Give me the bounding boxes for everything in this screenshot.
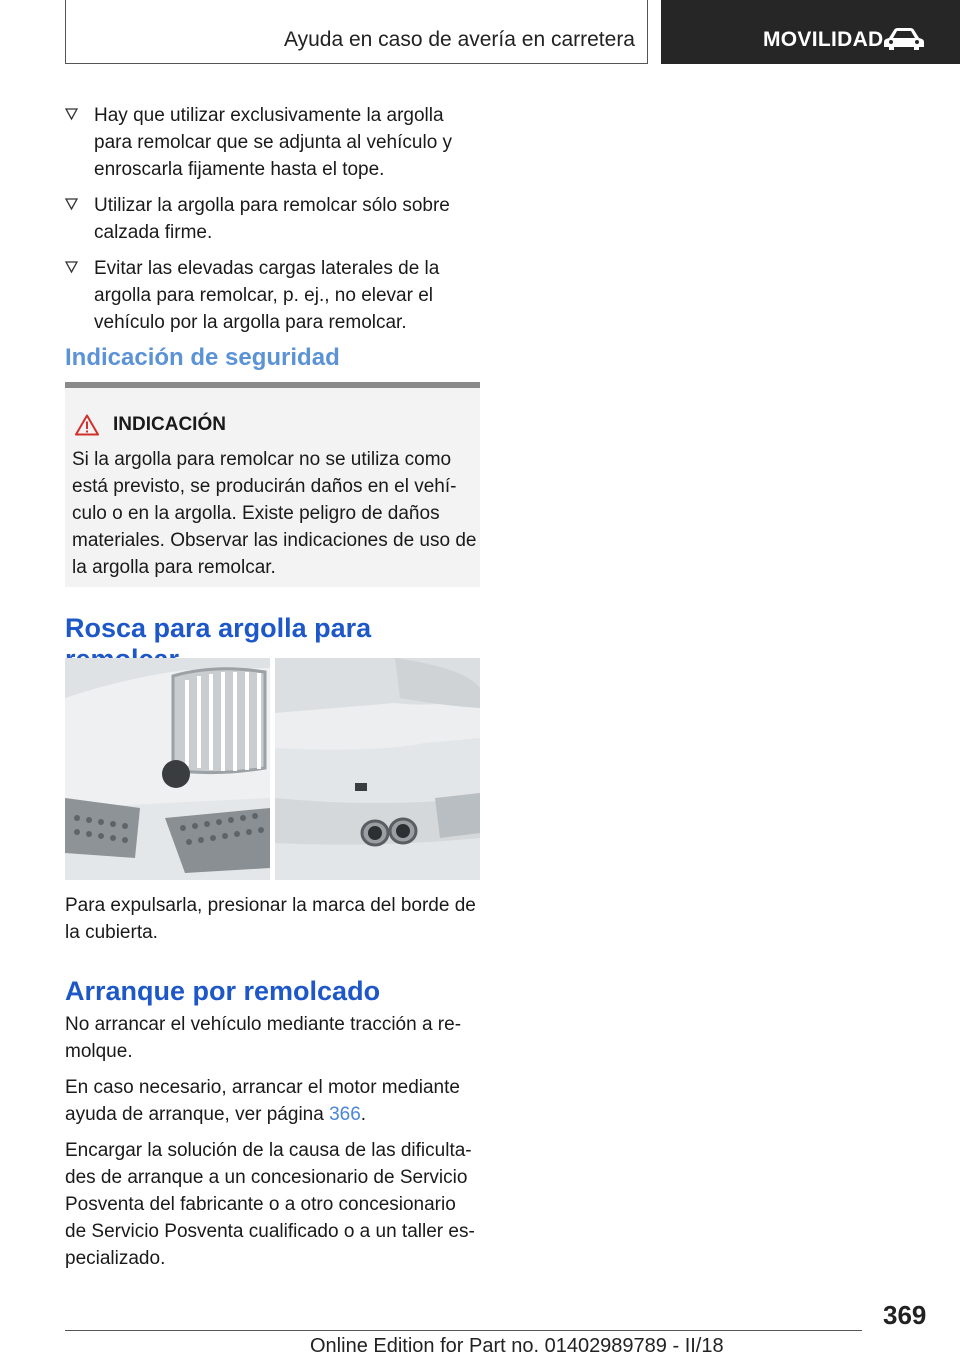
paragraph-text: En caso necesario, arrancar el motor mediante ayuda de arranque, ver página <box>65 1077 460 1125</box>
tow-eye-photos <box>65 658 480 880</box>
list-item <box>65 255 480 336</box>
warning-triangle-icon <box>75 414 99 436</box>
footer-divider <box>65 1330 862 1331</box>
rear-bumper-image <box>275 658 480 880</box>
tow-start-heading: Arranque por remolcado <box>65 976 381 1006</box>
tow-start-paragraph-3: Encargar la solución de la causa de las dificultades de arranque a un concesionario de Servicio Posventa del fabricante o a otro concesionario de Servicio Posventa cualificado o a un taller especializado. <box>65 1140 475 1269</box>
notice-header <box>75 414 226 436</box>
header-section-title: Ayuda en caso de avería en carretera <box>283 28 635 51</box>
paragraph-text: . <box>360 1104 367 1125</box>
notice-text: Si la argolla para remolcar no se utiliza como está previsto, se producirán daños en el vehículo o en la argolla. Existe peligro de daños materiales. Observar las indicaciones de uso de la argolla para remolcar. <box>72 449 477 578</box>
notice-title: INDICACIÓN <box>113 414 226 435</box>
bullet-text: Evitar las elevadas cargas laterales de la argolla para remolcar, p. ej., no elevar el vehículo por la argolla para remolcar. <box>94 258 440 333</box>
thread-caption: Para expulsarla, presionar la marca del borde de la cubierta. <box>65 895 476 943</box>
page-number: 369 <box>883 1300 927 1330</box>
thread-heading: Rosca para argolla para <box>65 613 372 643</box>
header-chapter-box <box>661 0 960 64</box>
header-section-box <box>65 0 648 64</box>
triangle-bullet-icon <box>65 261 78 274</box>
triangle-bullet-icon <box>65 108 78 121</box>
tow-start-paragraph-1: No arrancar el vehículo mediante tracción a remolque. <box>65 1014 462 1062</box>
front-bumper-image <box>65 658 270 880</box>
triangle-bullet-icon <box>65 198 78 211</box>
list-item <box>65 192 480 246</box>
bullet-text: Utilizar la argolla para remolcar sólo sobre calzada firme. <box>94 195 450 243</box>
notice-box <box>65 382 480 587</box>
car-icon <box>883 26 925 52</box>
safety-heading: Indicación de seguridad <box>65 344 340 371</box>
list-item <box>65 102 480 183</box>
bullet-text: Hay que utilizar exclusivamente la argolla para remolcar que se adjunta al vehículo y enroscarla fijamente hasta el tope. <box>94 105 453 180</box>
page-link[interactable]: 366 <box>329 1104 361 1125</box>
header-chapter-title: MOVILIDAD <box>763 28 884 51</box>
footer-edition: Online Edition for Part no. 01402989789 - II/18 <box>310 1335 724 1357</box>
bullet-list <box>65 102 480 345</box>
tow-start-paragraph-2 <box>65 1074 480 1128</box>
tow-start-section <box>65 976 480 1281</box>
